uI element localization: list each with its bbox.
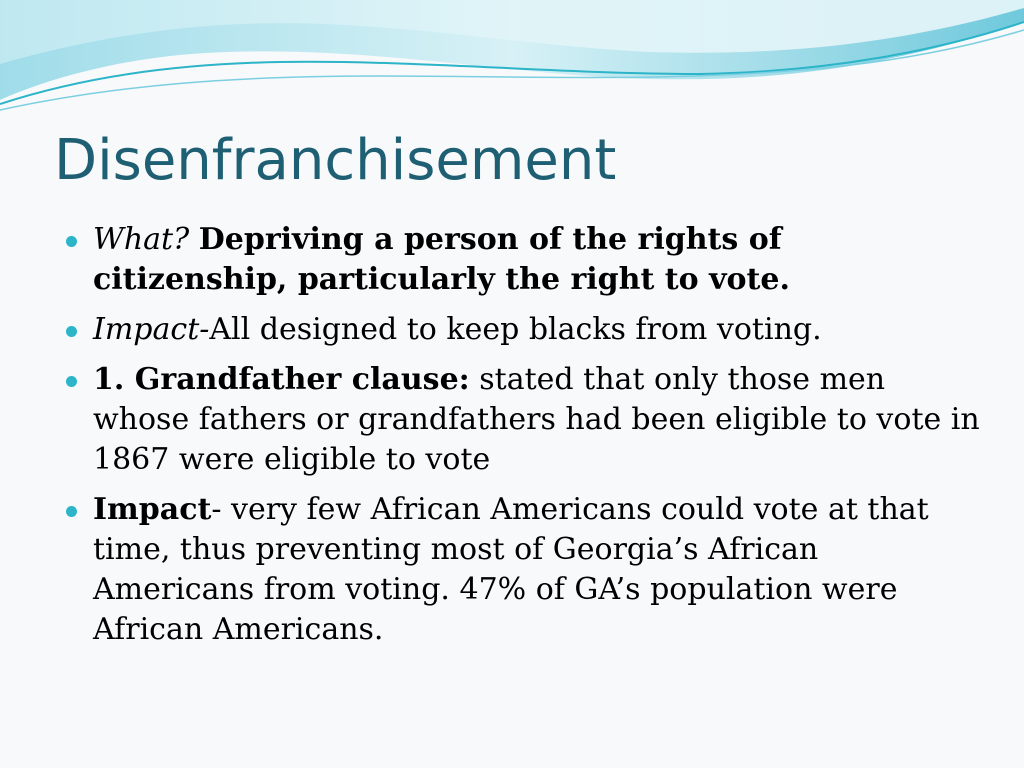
bullet-term: 1. Grandfather clause:: [93, 362, 470, 397]
bullet-definition: Depriving a person of the rights of citizenship, particularly the right to vote.: [93, 222, 790, 297]
bullet-term: Impact: [93, 492, 212, 527]
bullet-what: [62, 220, 982, 300]
bullet-lead: What?: [93, 222, 190, 257]
bullet-dot-icon: [66, 506, 77, 517]
bullet-text: stated that only those men whose fathers or grandfathers had been eligible to vote in 1867 were eligible to vote: [93, 362, 980, 477]
bullet-dot-icon: [66, 236, 77, 247]
bullet-impact: [62, 310, 982, 350]
bullet-impact-detail: [62, 490, 982, 650]
bullet-dot-icon: [66, 326, 77, 337]
bullet-dot-icon: [66, 376, 77, 387]
bullet-separator: [189, 222, 199, 257]
bullet-text: All designed to keep blacks from voting.: [209, 312, 822, 347]
slide-title: Disenfranchisement: [54, 128, 617, 193]
bullet-grandfather-clause: [62, 360, 982, 480]
bullet-text: - very few African Americans could vote at that time, thus preventing most of Georgia’s African Americans from voting. 47% of GA’s population were African Americans.: [93, 492, 929, 647]
bullet-list: [62, 220, 982, 660]
header-wave-decoration: [0, 0, 1024, 120]
bullet-lead: Impact-: [93, 312, 210, 347]
